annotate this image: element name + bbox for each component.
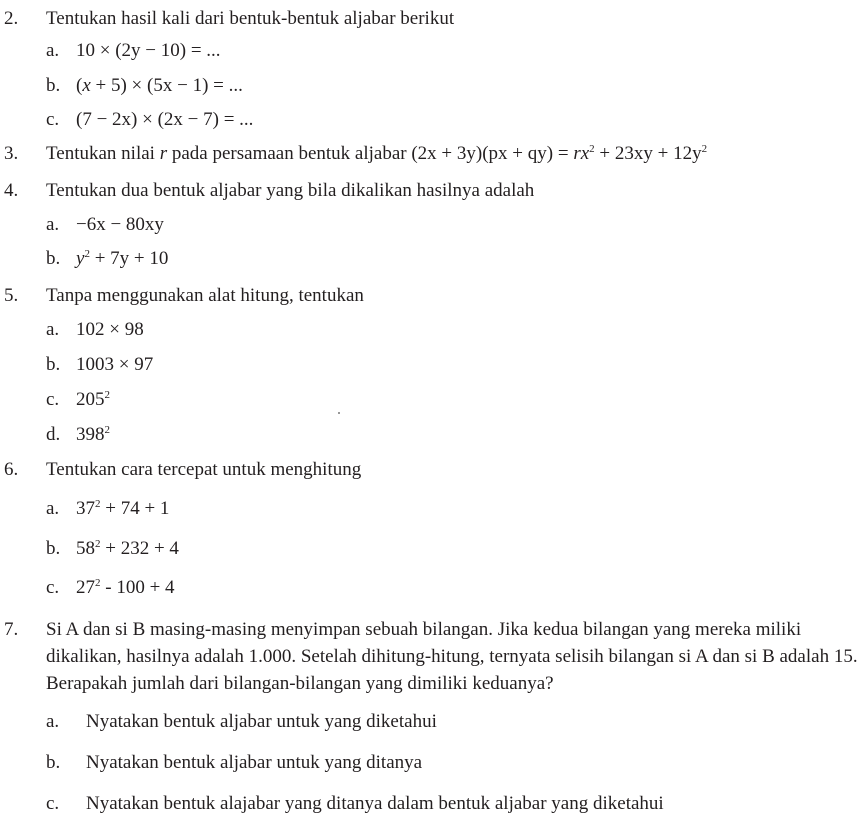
item-label: a. xyxy=(46,498,60,519)
item-label: a. xyxy=(46,711,60,732)
question-number: 3. xyxy=(4,143,19,164)
item-label: a. xyxy=(46,319,60,340)
item-label: b. xyxy=(46,752,61,773)
item-label: c. xyxy=(46,577,60,598)
item-label: a. xyxy=(46,40,60,61)
item-expression: $27^2 - 100 + 4$ xyxy=(76,577,175,598)
question-text: Tentukan hasil kali dari bentuk-bentuk aljabar berikut xyxy=(46,8,455,29)
item-label: c. xyxy=(46,793,60,814)
question-number: 6. xyxy=(4,459,19,480)
stray-dot xyxy=(338,412,340,414)
item-expression: −6x − 80xy xyxy=(76,214,164,235)
item-label: b. xyxy=(46,248,61,269)
item-label: b. xyxy=(46,354,61,375)
item-expression: (x + 5) × (5x − 1) = ... xyxy=(76,75,243,96)
question-number: 4. xyxy=(4,180,19,201)
item-label: c. xyxy=(46,109,60,130)
question-number: 5. xyxy=(4,285,19,306)
question-text: Tanpa menggunakan alat hitung, tentukan xyxy=(46,285,364,306)
question-number: 2. xyxy=(4,8,19,29)
question-text: Tentukan cara tercepat untuk menghitung xyxy=(46,459,362,480)
item-text: Nyatakan bentuk alajabar yang ditanya dalam bentuk aljabar yang diketahui xyxy=(86,793,664,814)
question-text: Tentukan nilai r pada persamaan bentuk aljabar $(2x + 3y)(px + qy) = rx^2 + 23xy + 12y^2$ xyxy=(46,143,708,164)
question-text: Si A dan si B masing-masing menyimpan sebuah bilangan. Jika kedua bilangan yang mereka miliki dikalikan, hasilnya adalah 1.000. Setelah dihitung-hitung, ternyata selisih bilangan si A dan si B adalah 15. Berapakah jumlah dari bilangan-bilangan yang dimiliki keduanya? xyxy=(46,619,858,694)
question-text: Tentukan dua bentuk aljabar yang bila dikalikan hasilnya adalah xyxy=(46,180,535,201)
item-expression: 10 × (2y − 10) = ... xyxy=(76,40,221,61)
item-expression: 1003 × 97 xyxy=(76,354,154,375)
item-label: a. xyxy=(46,214,60,235)
item-label: d. xyxy=(46,424,61,445)
item-label: c. xyxy=(46,389,60,410)
item-expression: $37^2 + 74 + 1$ xyxy=(76,498,170,519)
item-expression: $205^2$ xyxy=(76,389,110,410)
item-expression: (7 − 2x) × (2x − 7) = ... xyxy=(76,109,254,130)
item-text: Nyatakan bentuk aljabar untuk yang diketahui xyxy=(86,711,437,732)
item-expression: $58^2 + 232 + 4$ xyxy=(76,538,179,559)
item-label: b. xyxy=(46,75,61,96)
item-expression: 102 × 98 xyxy=(76,319,144,340)
item-expression: $y^2 + 7y + 10$ xyxy=(76,248,169,269)
item-label: b. xyxy=(46,538,61,559)
item-text: Nyatakan bentuk aljabar untuk yang ditanya xyxy=(86,752,423,773)
question-number: 7. xyxy=(4,619,19,640)
item-expression: $398^2$ xyxy=(76,424,110,445)
